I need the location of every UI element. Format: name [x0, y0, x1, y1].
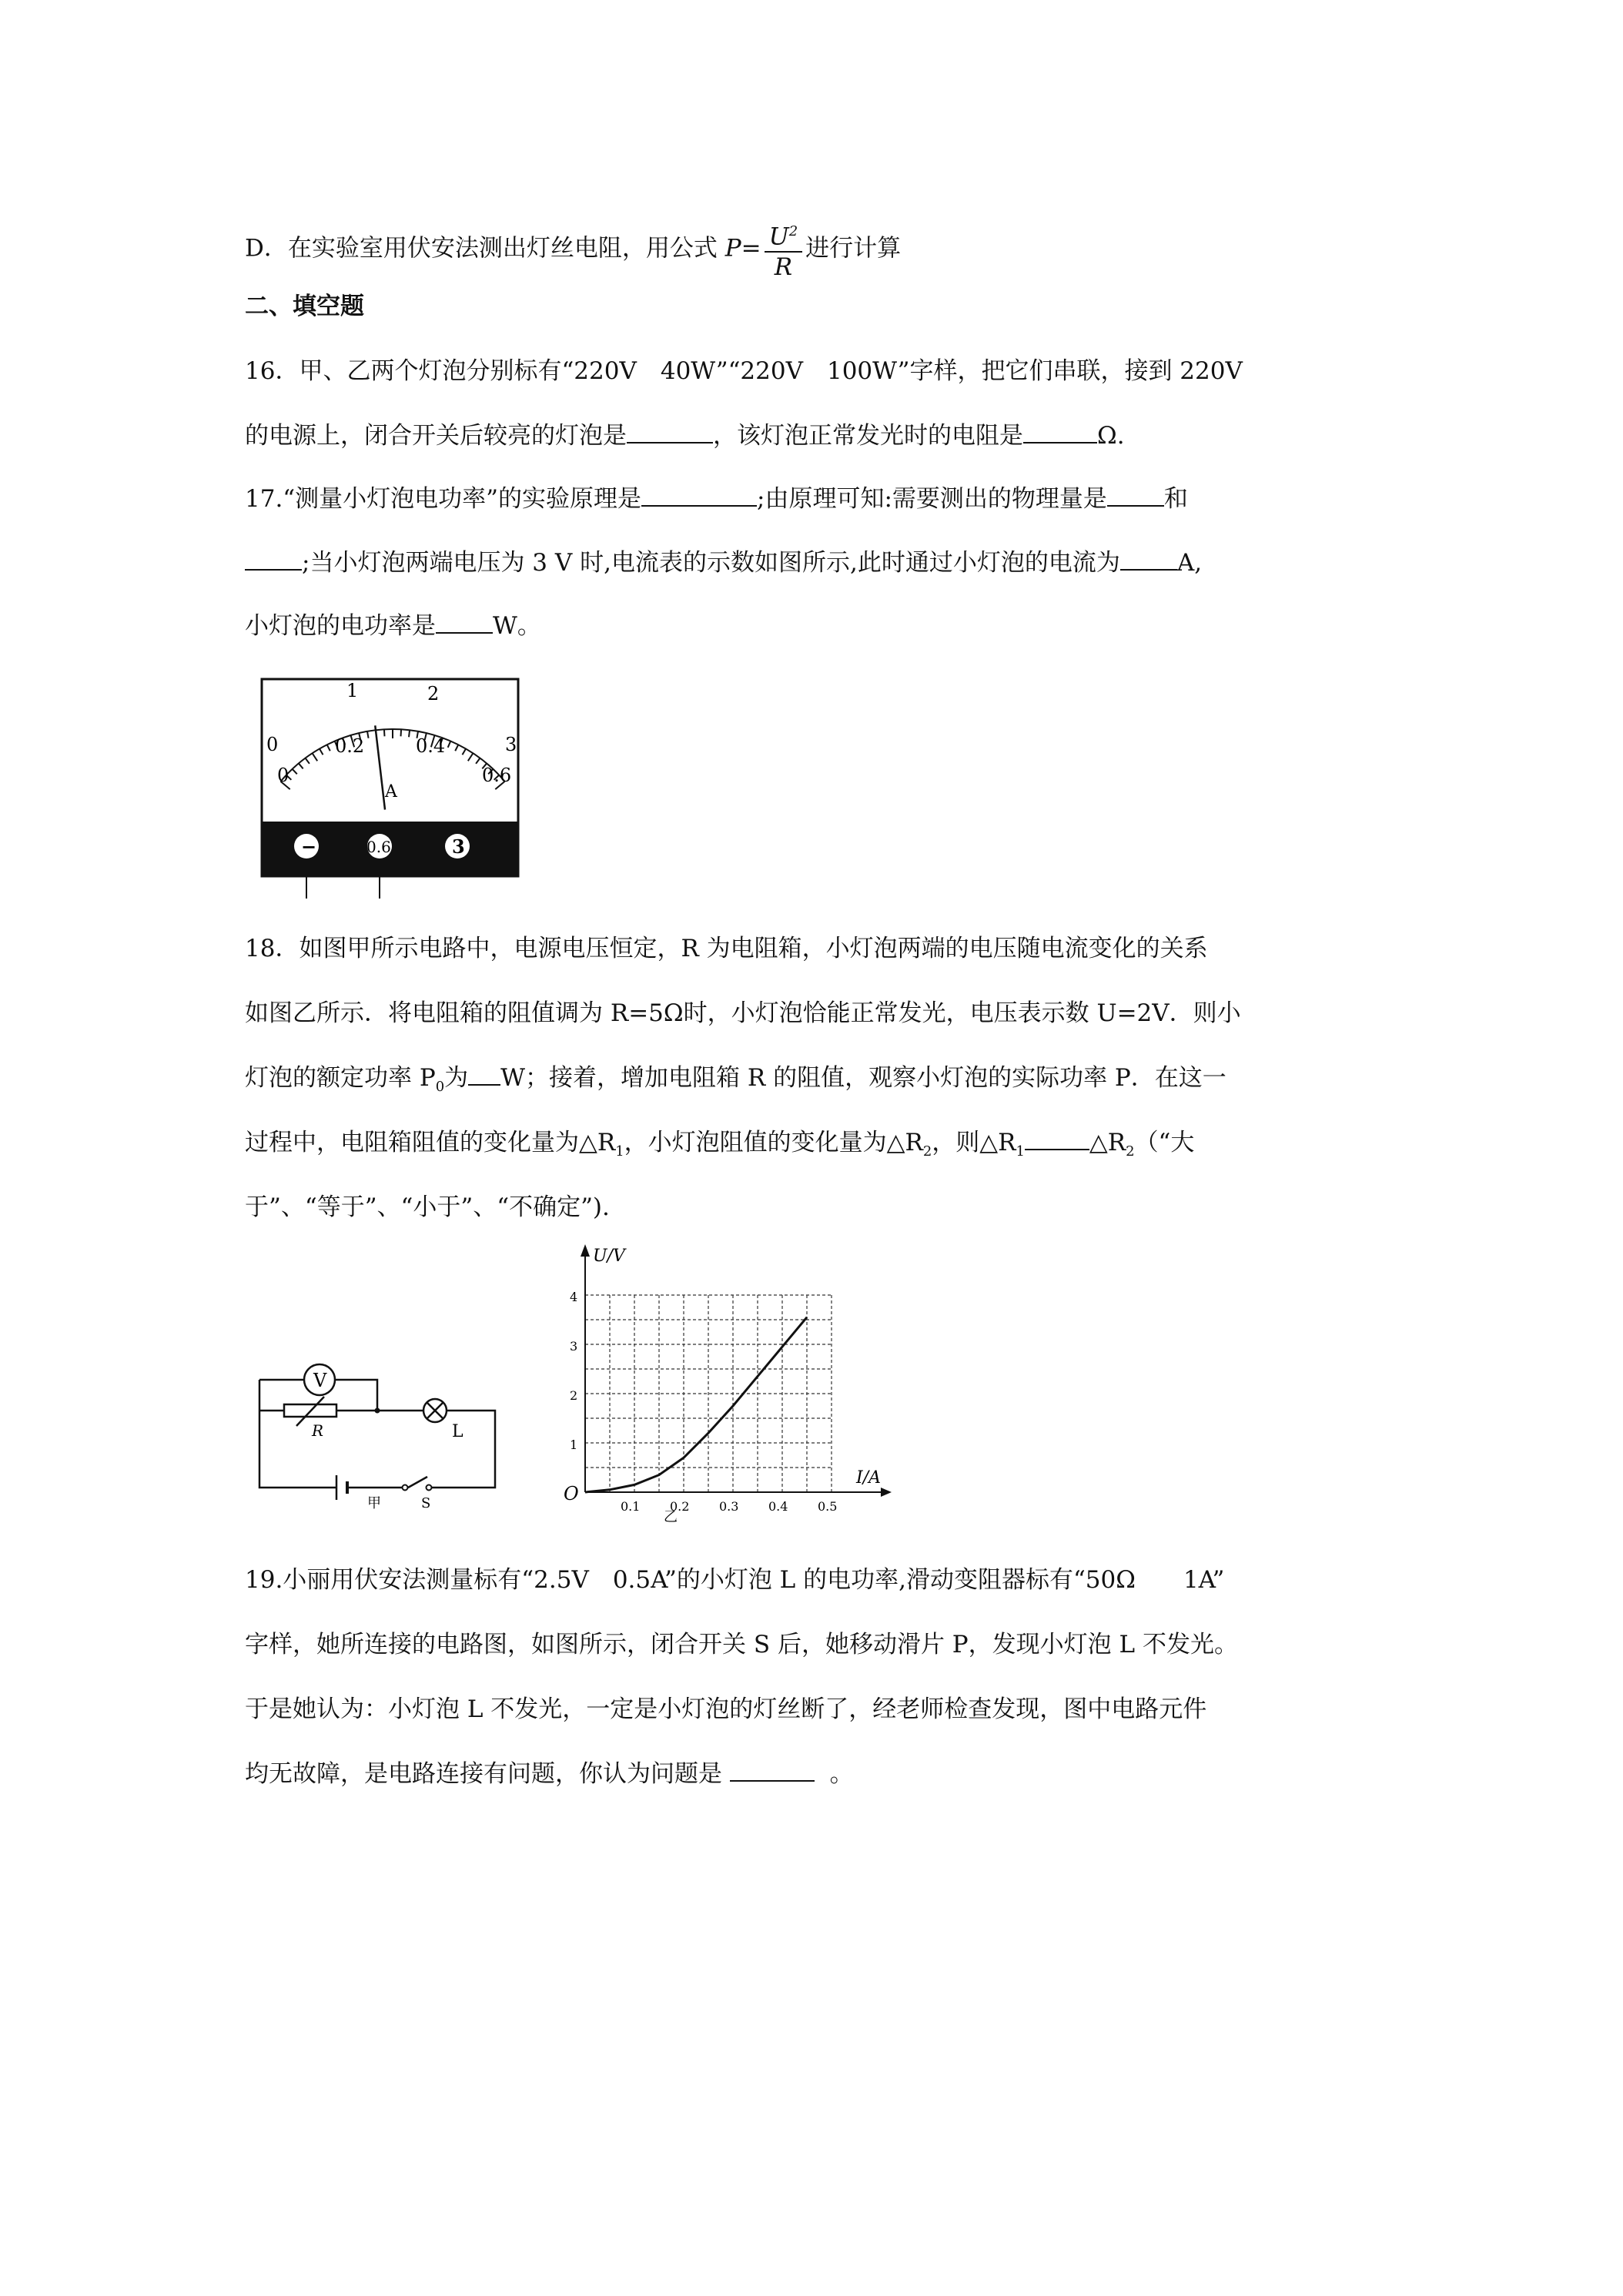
q17-line3	[245, 611, 541, 641]
switch-label: S	[421, 1495, 431, 1509]
q15-option-d	[245, 217, 901, 282]
q17-text-c: 和	[1163, 485, 1188, 513]
q18-blank-2[interactable]	[1025, 1127, 1089, 1150]
q15d-text: D．在实验室用伏安法测出灯丝电阻，用公式	[245, 234, 725, 263]
upper-scale-3: 3	[505, 734, 517, 755]
q18-sub-2: 2	[922, 1143, 932, 1160]
switch-pivot	[403, 1485, 408, 1491]
q17-text-e: A,	[1176, 549, 1203, 577]
formula-exponent: 2	[788, 223, 798, 239]
q18-line3	[245, 1063, 1226, 1103]
q18-sub-1: 1	[615, 1143, 624, 1160]
q17-text-f: 小灯泡的电功率是	[245, 612, 436, 640]
q17-blank-4[interactable]	[1120, 547, 1177, 571]
graph-svg	[539, 1237, 901, 1529]
q18-text-a: 灯泡的额定功率 P	[245, 1064, 436, 1092]
lower-scale-04: 0.4	[416, 735, 446, 757]
lower-scale-02: 0.2	[335, 735, 365, 757]
q16-text-b: ，该灯泡正常发光时的电阻是	[713, 422, 1023, 450]
q17-text-a: 17.“测量小灯泡电功率”的实验原理是	[245, 485, 641, 513]
q19-line2: 字样，她所连接的电路图，如图所示，闭合开关 S 后，她移动滑片 P，发现小灯泡 L 不发光。	[245, 1631, 1238, 1658]
circuit-svg	[250, 1355, 512, 1509]
q19-blank[interactable]	[730, 1759, 815, 1782]
formula-lhs: P=	[724, 234, 761, 263]
ui-graph	[539, 1237, 901, 1529]
q19-line4	[245, 1759, 854, 1789]
q18-line1: 18．如图甲所示电路中，电源电压恒定，R 为电阻箱，小灯泡两端的电压随电流变化的关系	[245, 935, 1208, 962]
scale-tick	[401, 729, 402, 736]
q16-blank-2[interactable]	[1023, 420, 1097, 443]
terminal-06-label: 0.6	[366, 838, 391, 856]
y-tick-2: 2	[570, 1388, 578, 1403]
formula-denominator: R	[774, 253, 793, 282]
y-tick-3: 3	[570, 1339, 578, 1354]
q16-text-c: Ω.	[1097, 422, 1125, 450]
q17-text-d: ;当小灯泡两端电压为 3 V 时,电流表的示数如图所示,此时通过小灯泡的电流为	[302, 549, 1120, 577]
q17-blank-3[interactable]	[245, 547, 302, 571]
x-tick-03: 0.3	[719, 1499, 739, 1514]
formula-fraction	[765, 217, 803, 282]
q16-line1: 16．甲、乙两个灯泡分别标有“220V 40W”“220V 100W”字样，把它们串联，接到 220V	[245, 357, 1243, 385]
y-tick-4: 4	[570, 1290, 578, 1304]
lower-scale-06: 0.6	[482, 765, 512, 786]
lower-scale-0: 0	[277, 765, 289, 786]
x-tick-02: 0.2	[670, 1499, 690, 1514]
q17-line1	[245, 484, 1188, 514]
formula-num-var: U	[768, 223, 789, 251]
ui-curve-series	[585, 1317, 807, 1492]
q16-line2	[245, 420, 1125, 451]
scale-tick	[409, 730, 410, 737]
origin-label: O	[564, 1483, 579, 1504]
ammeter-figure	[254, 675, 531, 899]
q18-sub-3: 1	[1016, 1143, 1025, 1160]
q18-line5: 于”、“等于”、“小于”、“不确定”).	[245, 1193, 610, 1221]
q18-text-g: △R	[1089, 1129, 1126, 1156]
y-axis-label: U/V	[593, 1247, 625, 1266]
wire-meter-right	[335, 1380, 377, 1411]
q19-text-b: 。	[829, 1760, 854, 1788]
junction-dot	[375, 1408, 380, 1414]
q17-blank-2[interactable]	[1107, 484, 1164, 507]
voltmeter-label: V	[313, 1370, 327, 1391]
q17-blank-5[interactable]	[436, 611, 493, 634]
y-axis-arrow	[581, 1244, 590, 1257]
graph-grid	[585, 1295, 832, 1492]
y-tick-1: 1	[570, 1438, 578, 1452]
graph-caption: 乙	[664, 1509, 678, 1525]
upper-scale-1: 1	[346, 680, 359, 701]
q18-text-h: （“大	[1134, 1129, 1195, 1156]
terminal-3-label: 3	[452, 835, 465, 858]
q18-line4	[245, 1127, 1194, 1167]
q18-blank-1[interactable]	[468, 1063, 500, 1086]
q18-text-c: W；接着，增加电阻箱 R 的阻值，观察小灯泡的实际功率 P．在这一	[500, 1064, 1226, 1092]
switch-blade	[408, 1477, 427, 1488]
x-tick-05: 0.5	[818, 1499, 838, 1514]
circuit-caption: 甲	[367, 1495, 381, 1509]
terminal-negative-label: −	[301, 835, 317, 858]
ammeter-svg	[254, 675, 531, 899]
q19-line1: 19.小丽用伏安法测量标有“2.5V 0.5A”的小灯泡 L 的电功率,滑动变阻器标有“50Ω 1A”	[245, 1566, 1225, 1594]
upper-scale-2: 2	[427, 683, 440, 705]
ammeter-unit: A	[385, 782, 397, 802]
q19-text-a: 均无故障，是电路连接有问题，你认为问题是	[245, 1760, 722, 1788]
lamp-label: L	[452, 1422, 463, 1441]
q18-line2: 如图乙所示．将电阻箱的阻值调为 R=5Ω时，小灯泡恰能正常发光，电压表示数 U=2V．则小	[245, 999, 1241, 1027]
resistor-label: R	[312, 1421, 324, 1440]
q15d-suffix: 进行计算	[805, 234, 902, 263]
section-title: 二、填空题	[245, 293, 364, 320]
q16-blank-1[interactable]	[627, 420, 713, 443]
q18-text-f: ，则△R	[932, 1129, 1016, 1156]
q18-sub-4: 2	[1126, 1143, 1135, 1160]
x-tick-04: 0.4	[768, 1499, 788, 1514]
wire-left-bottom	[259, 1380, 336, 1488]
q17-text-b: ;由原理可知:需要测出的物理量是	[757, 485, 1107, 513]
circuit-diagram	[250, 1355, 512, 1509]
q18-sub-0: 0	[435, 1079, 445, 1096]
q17-line2	[245, 547, 1202, 578]
formula-numerator	[765, 217, 803, 253]
q17-text-g: W。	[493, 612, 541, 640]
x-tick-01: 0.1	[621, 1499, 641, 1514]
upper-scale-0: 0	[266, 734, 279, 755]
x-axis-arrow	[881, 1488, 892, 1497]
q18-text-b: 为	[444, 1064, 469, 1092]
q19-line3: 于是她认为：小灯泡 L 不发光，一定是小灯泡的灯丝断了，经老师检查发现，图中电路元件	[245, 1695, 1207, 1723]
q18-text-e: ，小灯泡阻值的变化量为△R	[624, 1129, 923, 1156]
q17-blank-1[interactable]	[641, 484, 757, 507]
scale-tick	[384, 729, 385, 736]
x-axis-label: I/A	[856, 1468, 881, 1488]
switch-contact	[427, 1485, 432, 1491]
q16-text-a: 的电源上，闭合开关后较亮的灯泡是	[245, 422, 627, 450]
q18-text-d: 过程中，电阻箱阻值的变化量为△R	[245, 1129, 616, 1156]
